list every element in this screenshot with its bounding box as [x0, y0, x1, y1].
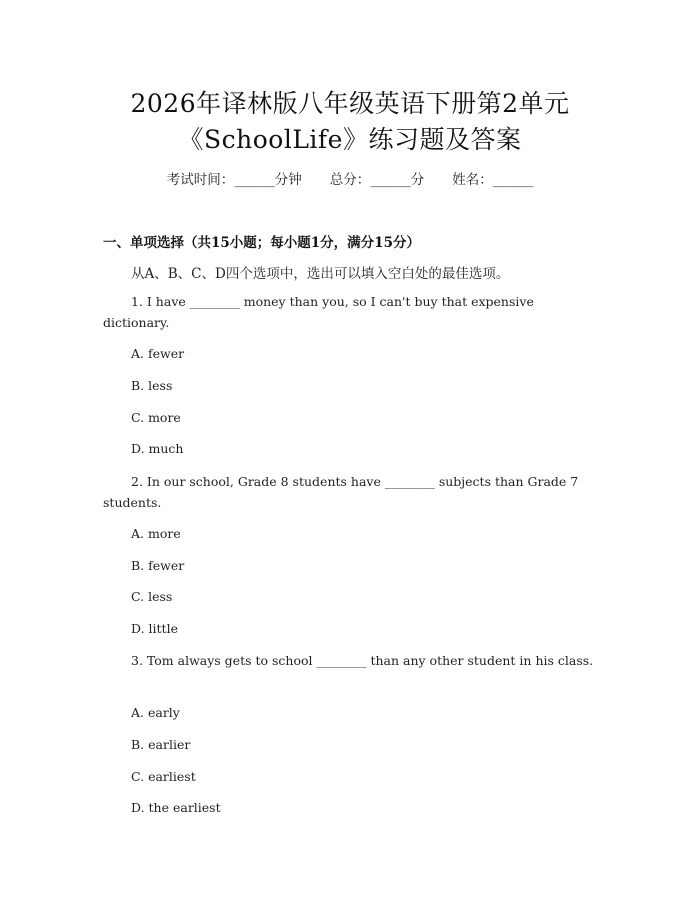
question-option: C. earliest	[131, 769, 196, 784]
question-option: B. earlier	[131, 737, 191, 752]
question-option: A. early	[131, 705, 180, 720]
question-stem: 3. Tom always gets to school ________ than any other student in his class.	[131, 653, 594, 668]
exam-time-field: 考试时间：______分钟	[166, 172, 302, 188]
question-option: D. little	[131, 621, 178, 636]
exam-info-row	[0, 168, 700, 188]
question-option: C. less	[131, 589, 173, 604]
section-instruction: 从A、B、C、D四个选项中，选出可以填入空白处的最佳选项。	[131, 266, 510, 282]
question-stem: 1. I have ________ money than you, so I can't buy that expensive dictionary.	[103, 294, 534, 330]
exam-score-field: 总分：______分	[329, 172, 425, 188]
student-name-field: 姓名：______	[452, 172, 534, 188]
question-option: B. fewer	[131, 558, 185, 573]
question-option: D. much	[131, 441, 184, 456]
question-option: C. more	[131, 410, 181, 425]
question-option: B. less	[131, 378, 173, 393]
document-title-line-1: 2026年译林版八年级英语下册第2单元	[130, 89, 570, 118]
document-title-line-2: 《SchoolLife》练习题及答案	[178, 125, 522, 154]
section-heading: 一、单项选择（共15小题；每小题1分，满分15分）	[103, 235, 420, 251]
question-option: D. the earliest	[131, 800, 221, 815]
question-stem: 2. In our school, Grade 8 students have ________ subjects than Grade 7 students.	[103, 474, 579, 510]
question-option: A. more	[131, 526, 181, 541]
question-option: A. fewer	[131, 346, 185, 361]
